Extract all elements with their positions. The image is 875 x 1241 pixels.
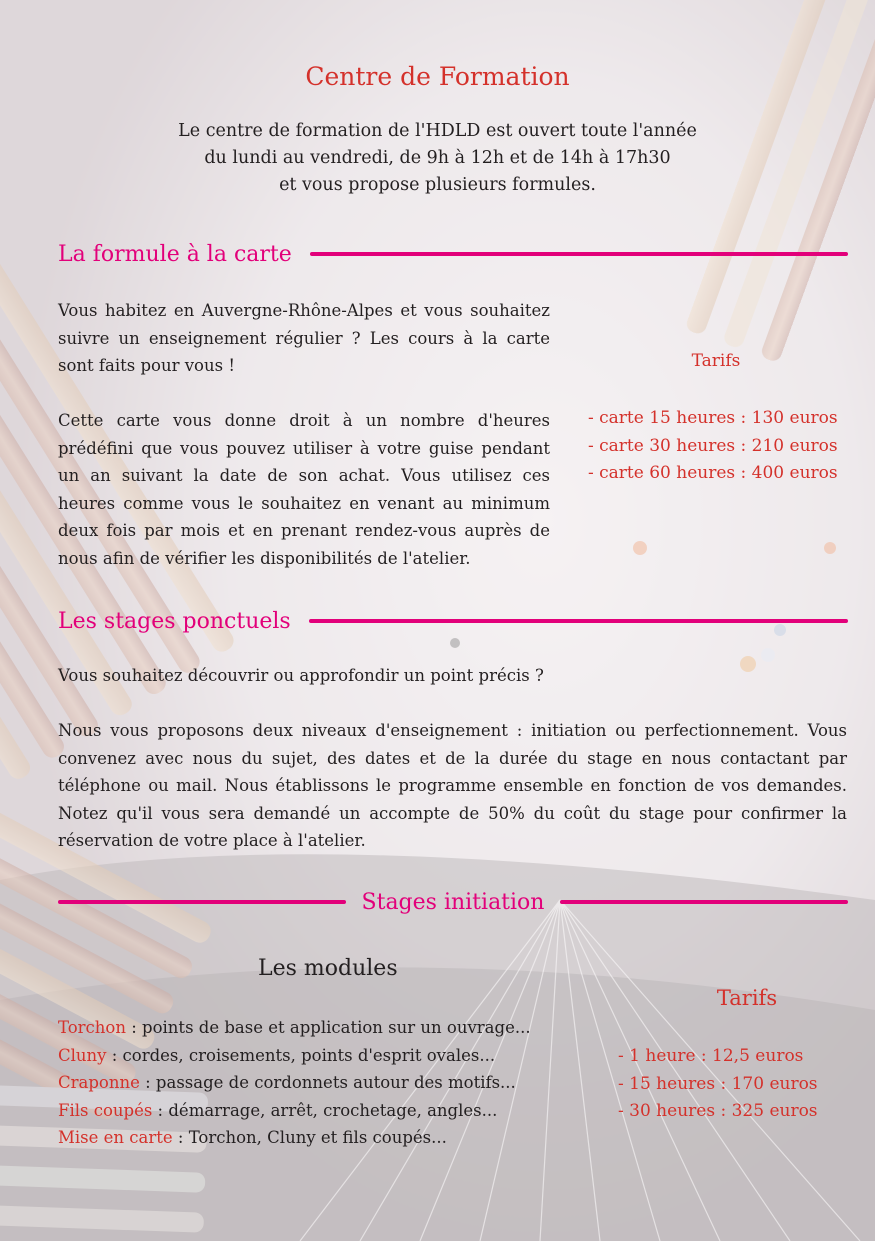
module-name: Torchon bbox=[58, 1018, 126, 1037]
module-item bbox=[58, 1124, 531, 1152]
intro-line: du lundi au vendredi, de 9h à 12h et de 14h à 17h30 bbox=[204, 148, 671, 168]
module-desc: : démarrage, arrêt, crochetage, angles... bbox=[152, 1100, 498, 1120]
modules-title: Les modules bbox=[258, 956, 398, 981]
stages-description bbox=[58, 662, 847, 855]
section-title: Stages initiation bbox=[361, 889, 545, 915]
module-desc: : Torchon, Cluny et fils coupés... bbox=[172, 1128, 447, 1148]
intro-line: et vous propose plusieurs formules. bbox=[279, 175, 596, 195]
initiation-tarifs-title: Tarifs bbox=[716, 986, 778, 1010]
section-divider bbox=[310, 252, 848, 256]
section-divider bbox=[309, 619, 848, 623]
module-name: Cluny bbox=[58, 1045, 107, 1065]
tarif-item: - 15 heures : 170 euros bbox=[618, 1073, 818, 1094]
modules-list bbox=[58, 1014, 531, 1152]
carte-paragraph-1: Vous habitez en Auvergne-Rhône-Alpes et vous souhaitez suivre un enseignement régulier ? Les cours à la carte sont faits pour vous ! bbox=[58, 301, 550, 375]
module-name: Fils coupés bbox=[58, 1100, 153, 1120]
tarif-item: - 1 heure : 12,5 euros bbox=[618, 1046, 804, 1066]
module-desc: : passage de cordonnets autour des motifs... bbox=[139, 1073, 516, 1093]
module-item bbox=[58, 1042, 531, 1070]
stages-paragraph-2: Nous vous proposons deux niveaux d'enseignement : initiation ou perfectionnement. Vous convenez avec nous du sujet, des dates et de la durée du stage en nous contactant par téléphone ou mail. Nous établissons le programme ensemble en fonction de vos demandes. Notez qu'il vous sera demandé un accompte de 50% du coût du stage pour confirmer la réservation de votre place à l'atelier. bbox=[58, 721, 847, 850]
tarif-item: - 30 heures : 325 euros bbox=[618, 1101, 818, 1122]
initiation-tarifs-list bbox=[618, 1043, 818, 1126]
carte-tarifs-title: Tarifs bbox=[691, 351, 741, 371]
section-divider bbox=[560, 900, 848, 904]
module-item bbox=[58, 1014, 531, 1042]
section-heading-stages bbox=[58, 604, 848, 638]
section-heading-initiation bbox=[58, 885, 848, 919]
tarif-item: - carte 60 heures : 400 euros bbox=[588, 463, 838, 483]
module-name: Mise en carte bbox=[58, 1128, 173, 1148]
carte-tarifs-list bbox=[588, 405, 838, 488]
intro-line: Le centre de formation de l'HDLD est ouvert toute l'année bbox=[178, 121, 697, 141]
intro-text bbox=[0, 118, 875, 199]
module-item bbox=[58, 1097, 531, 1125]
section-divider bbox=[58, 900, 346, 904]
module-item bbox=[58, 1069, 531, 1097]
module-name: Craponne bbox=[58, 1073, 140, 1093]
section-title: La formule à la carte bbox=[58, 241, 292, 267]
section-heading-carte bbox=[58, 237, 848, 271]
carte-description bbox=[58, 297, 550, 572]
tarif-item: - carte 15 heures : 130 euros bbox=[588, 408, 838, 428]
module-desc: : cordes, croisements, points d'esprit ovales... bbox=[106, 1045, 496, 1065]
module-desc: : points de base et application sur un ouvrage... bbox=[125, 1018, 531, 1037]
stages-paragraph-1: Vous souhaitez découvrir ou approfondir un point précis ? bbox=[58, 666, 544, 685]
tarif-item: - carte 30 heures : 210 euros bbox=[588, 435, 838, 456]
carte-paragraph-2: Cette carte vous donne droit à un nombre d'heures prédéfini que vous pouvez utiliser à votre guise pendant un an suivant la date de son achat. Vous utilisez ces heures comme vous le souhaitez en venant au minimum deux fois par mois et en prenant rendez-vous auprès de nous afin de vérifier les disponibilités de l'atelier. bbox=[58, 411, 550, 568]
section-title: Les stages ponctuels bbox=[58, 608, 291, 634]
page-title: Centre de Formation bbox=[305, 62, 570, 91]
